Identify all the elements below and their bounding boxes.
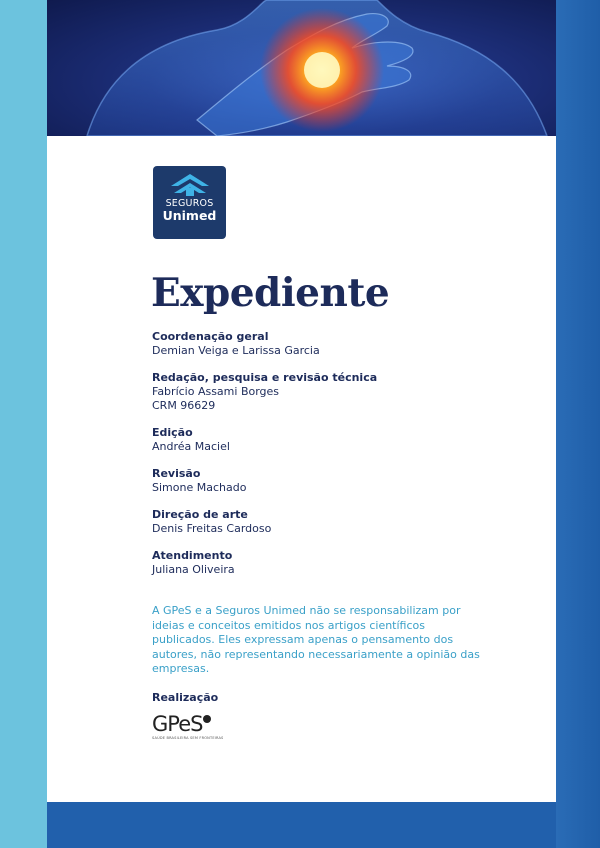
right-blue-strip [556,0,600,848]
logo-line-seguros: SEGUROS [165,198,214,209]
credit-name: Fabrício Assami Borges [152,385,280,398]
credit-role: Revisão [152,467,201,480]
logo-line-unimed: Unimed [162,208,217,223]
gpes-dot-icon [203,715,211,723]
credit-name: Simone Machado [152,481,247,494]
disclaimer-text: A GPeS e a Seguros Unimed não se responsabilizam por ideias e conceitos emitidos nos artigos científicos publicados. Eles expressam apenas o pensamento dos autores, não representando necessariamente a opinião das empresas. [152,604,480,675]
credit-role: Redação, pesquisa e revisão técnica [152,371,378,384]
gpes-logo [152,713,223,740]
credit-revisao [152,467,532,495]
left-cyan-strip [0,0,47,848]
unimed-arrows-icon [171,174,209,196]
credit-atendimento [152,549,532,577]
credit-redacao [152,371,532,413]
credit-edicao [152,426,532,454]
credit-name: Demian Veiga e Larissa Garcia [152,344,320,357]
credit-name: Juliana Oliveira [152,563,235,576]
credit-direcao-de-arte [152,508,532,536]
credit-name: Denis Freitas Cardoso [152,522,272,535]
page-title: Expediente [151,270,390,316]
credit-role: Edição [152,426,193,439]
realizacao-label: Realização [152,691,219,704]
credit-crm: CRM 96629 [152,399,216,412]
gpes-logo-text: GPeS [152,712,203,736]
gpes-tagline: SAÚDE BRASILEIRA SEM FRONTEIRAS [152,736,224,740]
seguros-unimed-logo [153,166,226,239]
credits-list [152,330,532,590]
credit-role: Direção de arte [152,508,248,521]
credit-name: Andréa Maciel [152,440,230,453]
hero-chest-pain-image [47,0,556,136]
bottom-blue-band [47,802,556,848]
credit-coordenacao [152,330,532,358]
credit-role: Atendimento [152,549,233,562]
content-card [47,136,556,802]
credit-role: Coordenação geral [152,330,269,343]
